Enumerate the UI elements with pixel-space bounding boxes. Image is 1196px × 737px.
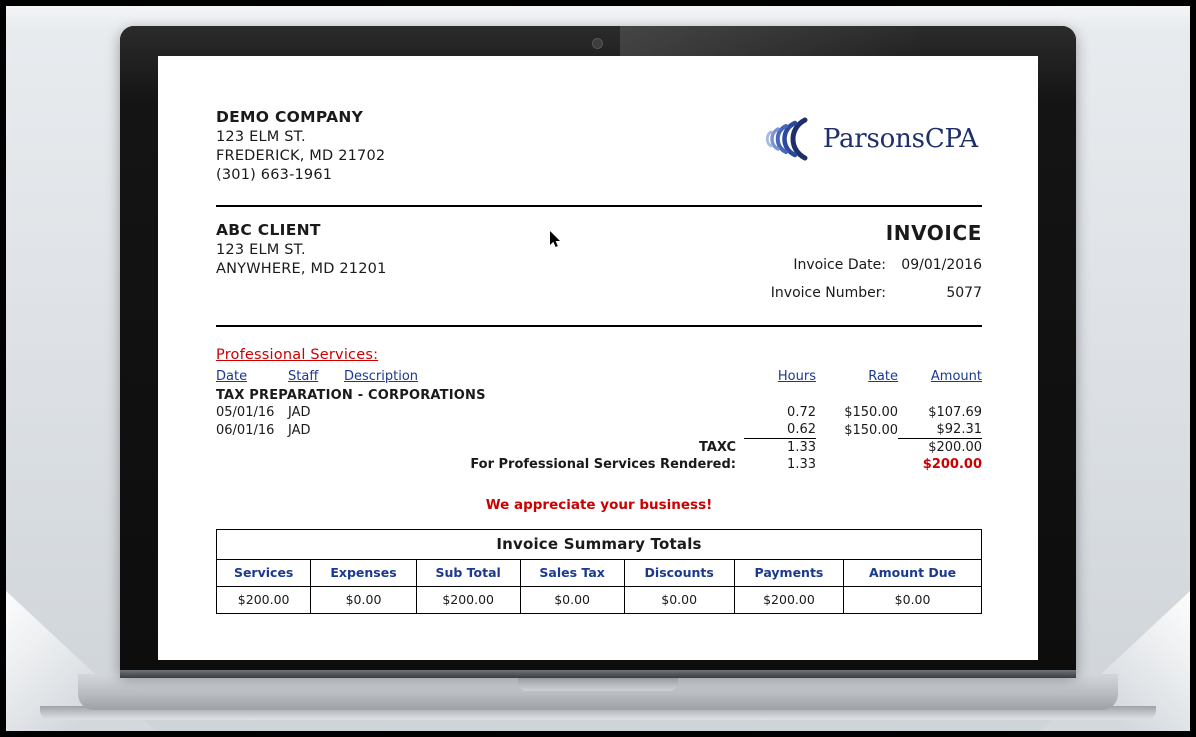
summary-header-amount-due: Amount Due: [844, 560, 981, 587]
summary-header-sub-total: Sub Total: [416, 560, 520, 587]
summary-value-amount-due: $0.00: [894, 592, 931, 607]
summary-value-services: $200.00: [217, 587, 311, 614]
row-hours: 0.72: [787, 405, 816, 420]
summary-value-sales-tax: $0.00: [520, 587, 624, 614]
subtotal-amount: $200.00: [898, 439, 982, 457]
total-label: For Professional Services Rendered:: [470, 457, 736, 472]
row-hours: 0.62: [787, 422, 816, 437]
column-header-rate: Rate: [868, 369, 898, 384]
company-address-line-1: 123 ELM ST.: [216, 129, 306, 145]
invoice-number-value: 5077: [946, 285, 982, 301]
column-header-date: Date: [216, 369, 248, 384]
total-amount: $200.00: [922, 457, 982, 472]
column-header-staff: Staff: [288, 369, 319, 384]
row-staff: JAD: [288, 422, 311, 438]
invoice-date-value: 09/01/2016: [901, 257, 982, 273]
subtotal-label: TAXC: [698, 440, 736, 455]
summary-value-sub-total: $200.00: [416, 587, 520, 614]
invoice-summary-title: Invoice Summary Totals: [217, 530, 981, 560]
client-address-line-2: ANYWHERE, MD 21201: [216, 261, 387, 277]
row-rate: $150.00: [844, 405, 898, 420]
total-hours: 1.33: [787, 457, 816, 472]
summary-value-payments: $200.00: [734, 587, 843, 614]
row-date: 06/01/16: [216, 422, 275, 438]
summary-header-payments: Payments: [734, 560, 843, 587]
row-staff: JAD: [288, 405, 311, 420]
summary-header-discounts: Discounts: [624, 560, 734, 587]
company-address-line-2: FREDERICK, MD 21702: [216, 148, 386, 164]
summary-header-services: Services: [217, 560, 311, 587]
thank-you-message: We appreciate your business!: [485, 497, 713, 513]
invoice-heading: INVOICE: [885, 221, 982, 245]
row-date: 05/01/16: [216, 405, 275, 420]
invoice-number-label: Invoice Number:: [770, 285, 886, 301]
client-address-line-1: 123 ELM ST.: [216, 242, 306, 258]
invoice-date-label: Invoice Date:: [793, 257, 886, 273]
column-header-hours: Hours: [777, 369, 816, 384]
subtotal-hours: 1.33: [744, 439, 816, 457]
summary-header-expenses: Expenses: [311, 560, 416, 587]
summary-header-sales-tax: Sales Tax: [520, 560, 624, 587]
row-amount: $92.31: [936, 422, 982, 437]
company-name: DEMO COMPANY: [216, 108, 364, 126]
professional-services-title: Professional Services:: [216, 347, 379, 363]
column-header-amount: Amount: [930, 369, 982, 384]
column-header-description: Description: [344, 369, 419, 384]
row-rate: $150.00: [844, 422, 898, 438]
logo-text: ParsonsCPA: [822, 124, 978, 154]
company-phone: (301) 663-1961: [216, 167, 333, 183]
summary-value-expenses: $0.00: [311, 587, 416, 614]
row-amount: $107.69: [928, 405, 982, 420]
client-name: ABC CLIENT: [216, 221, 321, 239]
services-group-title: TAX PREPARATION - CORPORATIONS: [216, 388, 486, 403]
summary-value-discounts: $0.00: [624, 587, 734, 614]
